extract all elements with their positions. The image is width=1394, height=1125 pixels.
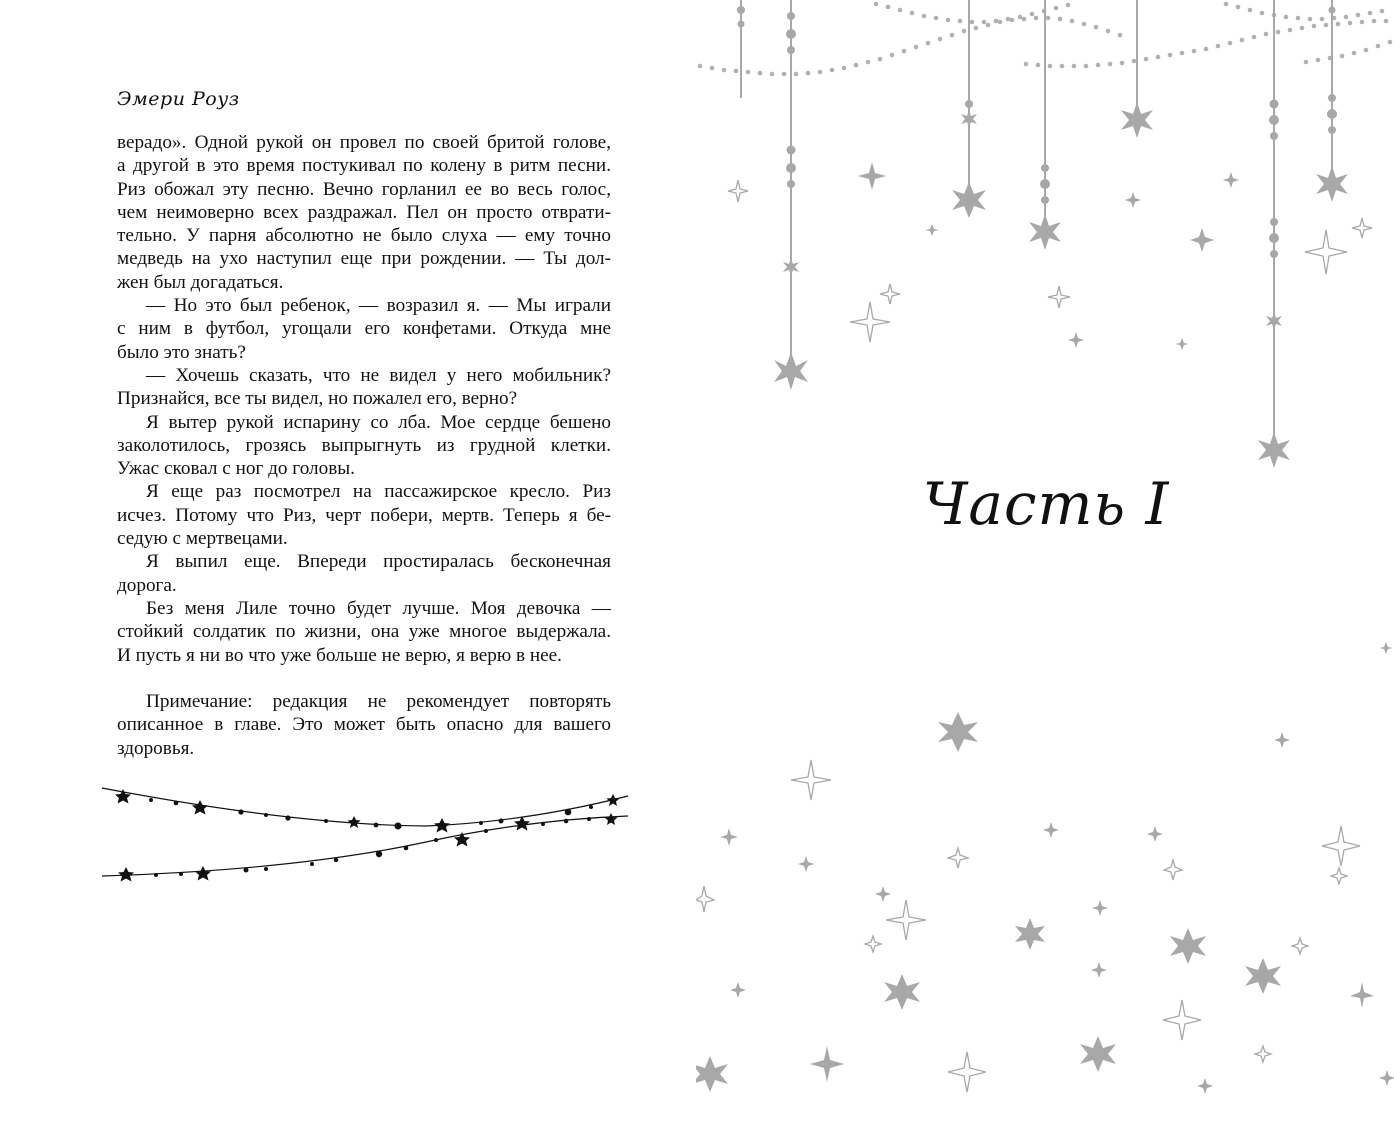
- text-line: с ним в футбол, угощали его конфетами. Откуда мне: [117, 318, 611, 340]
- text-line: — Хочешь сказать, что не видел у него мобильник?: [146, 364, 611, 386]
- text-line: Риз обожал эту песню. Вечно горланил ее во весь голос,: [117, 178, 611, 200]
- body-text: [117, 131, 611, 760]
- text-line: — Но это был ребенок, — возразил я. — Мы играли: [146, 295, 611, 317]
- text-line: дорога.: [117, 574, 177, 596]
- right-page: [696, 0, 1394, 1125]
- string-beads: [737, 6, 1337, 258]
- text-line: Ужас сковал с ног до головы.: [117, 458, 355, 480]
- text-line: заколотилось, грозясь выпрыгнуть из грудной клетки.: [117, 434, 611, 456]
- garland-stars: [115, 789, 620, 882]
- text-line: жен был догадаться.: [117, 271, 284, 293]
- hanging-stars: [774, 102, 1348, 468]
- text-line: Признайся, все ты видел, но пожалел его, верно?: [117, 388, 518, 410]
- text-line: медведь на ухо наступил еще при рождении. — Ты дол-: [117, 248, 611, 270]
- part-title: Часть I: [922, 470, 1170, 538]
- text-line: Без меня Лиле точно будет лучше. Моя девочка —: [146, 597, 611, 619]
- text-line: чем неимоверно всех раздражал. Пел он просто отврати-: [117, 201, 611, 223]
- sparkles-lower: [696, 642, 1394, 1094]
- note-line: здоровья.: [117, 737, 195, 759]
- text-line: Я еще раз посмотрел на пассажирское кресло. Риз: [146, 481, 611, 503]
- running-header: Эмери Роуз: [117, 88, 240, 110]
- text-line: Я вытер рукой испарину со лба. Мое сердце бешено: [146, 411, 611, 433]
- text-line: стойкий солдатик по жизни, она уже многое выдержала.: [117, 621, 611, 643]
- star-garland-ornament: [96, 780, 636, 890]
- text-line: а другой в это время постукивал по колену в ритм песни.: [117, 155, 611, 177]
- hanging-ornaments-illustration: [696, 0, 1394, 470]
- paragraph-gap: [117, 667, 611, 690]
- note-line: Примечание: редакция не рекомендует повторять: [146, 691, 611, 713]
- left-page: [0, 0, 696, 1125]
- text-line: было это знать?: [117, 341, 246, 363]
- note-line: описанное в главе. Это может быть опасно для вашего: [117, 714, 611, 736]
- text-line: седую с мертвецами.: [117, 528, 288, 550]
- text-line: тельно. У парня абсолютно не было слуха — ему точно: [117, 225, 611, 247]
- text-line: Я выпил еще. Впереди простиралась бесконечная: [146, 551, 611, 573]
- text-line: исчез. Потому что Риз, черт побери, мертв. Теперь я бе-: [117, 504, 611, 526]
- text-line: верадо». Одной рукой он провел по своей бритой голове,: [117, 132, 611, 153]
- garland-beads: [149, 798, 593, 877]
- text-line: И пусть я ни во что уже больше не верю, я верю в нее.: [117, 644, 562, 666]
